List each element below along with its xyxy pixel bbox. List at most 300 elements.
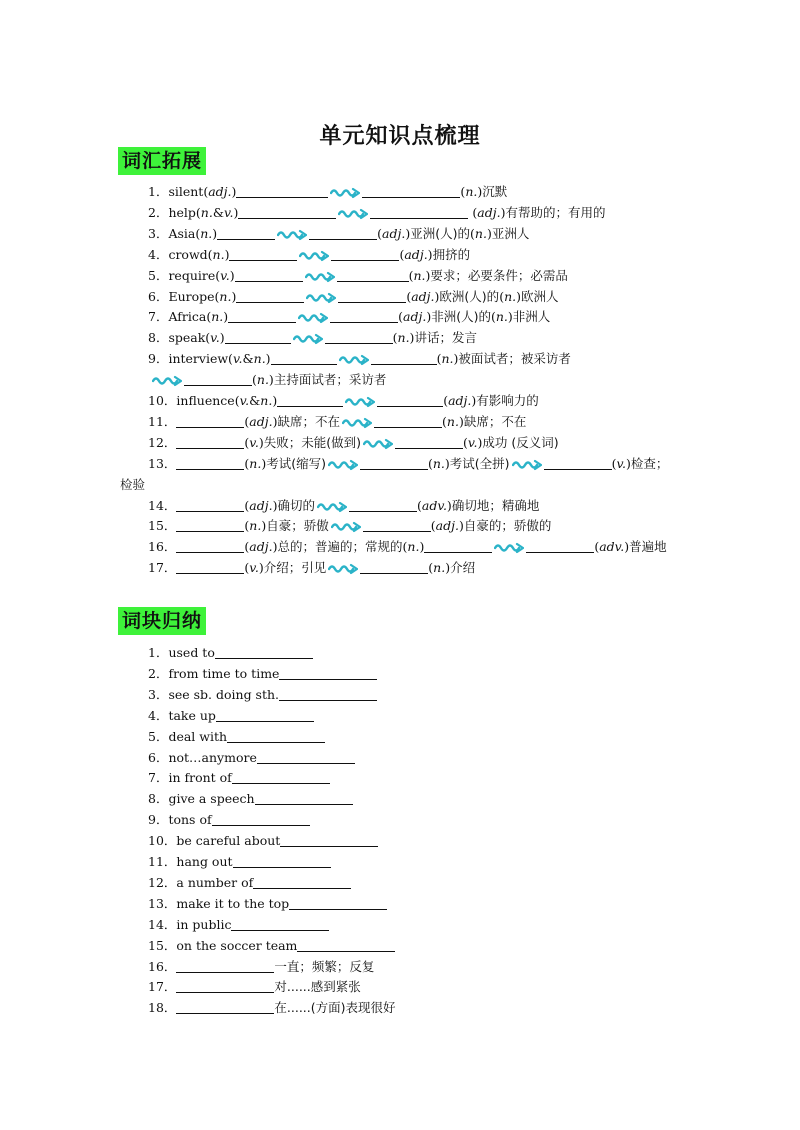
item-text: give a speech: [168, 791, 255, 807]
vocabulary-item: [148, 516, 551, 536]
item-text: a number of: [176, 874, 254, 890]
part-of-speech: v.: [220, 267, 230, 283]
item-number: 9．: [148, 812, 169, 828]
chunk-item: [148, 664, 377, 684]
answer-blank[interactable]: [309, 225, 377, 240]
item-text: interview(: [168, 351, 233, 367]
part-of-speech: n.: [212, 246, 225, 262]
part-of-speech: adj.: [435, 518, 459, 534]
item-text: (: [594, 539, 600, 555]
meaning-text: 要求；必要条件；必需品: [430, 267, 568, 283]
item-number: 14．: [148, 916, 177, 932]
item-text: (: [428, 560, 434, 576]
item-text: silent(: [168, 184, 209, 199]
item-number: 5．: [148, 267, 169, 283]
item-text: help(: [168, 204, 201, 220]
item-text: ): [212, 225, 218, 241]
item-number: 3．: [148, 686, 169, 702]
section-heading-chunks: 词块归纳: [118, 607, 206, 635]
item-text: in public: [176, 916, 232, 932]
part-of-speech: n.: [474, 225, 487, 241]
wave-arrow-icon: [305, 269, 335, 283]
part-of-speech: n.: [397, 330, 410, 346]
wave-arrow-icon: [328, 457, 358, 471]
item-text: (: [442, 413, 447, 429]
meaning-text: 检查；: [630, 455, 669, 471]
answer-blank[interactable]: [271, 350, 337, 365]
item-text: (: [406, 288, 412, 304]
item-text: (: [408, 267, 414, 283]
item-number: 12．: [148, 874, 177, 890]
meaning-text: 拥挤的: [432, 246, 471, 262]
item-number: 12．: [148, 434, 177, 450]
item-text: (: [244, 455, 250, 471]
part-of-speech: adj.: [448, 393, 472, 408]
item-number: 9．: [148, 351, 169, 367]
item-text: deal with: [168, 728, 228, 744]
item-text: ): [516, 288, 521, 304]
answer-blank[interactable]: [338, 288, 406, 303]
answer-blank[interactable]: [225, 329, 291, 344]
vocabulary-item: [148, 454, 668, 474]
meaning-text: 在......(方面)表现很好: [274, 1000, 396, 1016]
item-number: 10．: [148, 393, 177, 408]
part-of-speech: adj.: [208, 184, 232, 199]
chunk-item: [148, 831, 378, 851]
answer-blank[interactable]: [176, 455, 244, 470]
answer-blank[interactable]: [215, 644, 313, 659]
item-number: 13．: [148, 455, 177, 471]
item-text: ): [500, 204, 506, 220]
section-heading-vocabulary: 词汇拓展: [118, 147, 206, 175]
answer-blank[interactable]: [176, 559, 244, 574]
answer-blank[interactable]: [280, 832, 378, 847]
part-of-speech: n.: [211, 309, 224, 325]
wave-arrow-icon: [298, 310, 328, 324]
item-number: 17．: [148, 560, 177, 576]
answer-blank[interactable]: [184, 371, 252, 386]
part-of-speech: adj.: [403, 309, 427, 325]
part-of-speech: adj.: [411, 288, 435, 304]
answer-blank[interactable]: [233, 853, 331, 868]
item-text: (: [244, 434, 250, 450]
item-text: (: [490, 309, 496, 325]
answer-blank[interactable]: [235, 267, 303, 282]
part-of-speech: v.: [210, 330, 220, 346]
answer-blank[interactable]: [279, 686, 377, 701]
answer-blank[interactable]: [176, 999, 274, 1014]
wave-arrow-icon: [299, 248, 329, 262]
chunk-item: [148, 915, 329, 935]
part-of-speech: n.: [433, 560, 446, 576]
answer-blank[interactable]: [227, 728, 325, 743]
item-number: 5．: [148, 728, 169, 744]
vocabulary-item: [148, 224, 529, 244]
item-text: from time to time: [168, 665, 280, 681]
answer-blank[interactable]: [289, 895, 387, 910]
part-of-speech: n.: [219, 288, 232, 304]
item-text: (: [463, 434, 468, 450]
wave-arrow-icon: [338, 206, 368, 220]
answer-blank[interactable]: [363, 517, 431, 532]
answer-blank[interactable]: [231, 916, 329, 931]
item-text: (: [244, 560, 250, 576]
item-text: ): [458, 518, 464, 534]
item-number: 13．: [148, 895, 177, 911]
answer-blank[interactable]: [337, 267, 409, 282]
part-of-speech: n.: [253, 351, 266, 367]
wave-arrow-icon: [330, 185, 360, 199]
item-number: 1．: [148, 184, 169, 199]
item-text: ): [224, 246, 230, 262]
chunk-item: [148, 977, 361, 997]
part-of-speech: adj.: [404, 246, 428, 262]
wave-arrow-icon: [293, 331, 323, 345]
item-text: in front of: [168, 770, 232, 786]
item-text: ): [223, 309, 229, 325]
item-text: ): [434, 288, 440, 304]
item-text: used to: [168, 645, 215, 660]
answer-blank[interactable]: [176, 517, 244, 532]
part-of-speech: v.: [239, 393, 250, 408]
item-text: (: [392, 330, 398, 346]
meaning-text: 非洲人: [512, 309, 551, 325]
item-text: (: [244, 497, 250, 513]
vocabulary-item: [148, 287, 559, 307]
part-of-speech: adj.: [477, 204, 501, 220]
item-number: 4．: [148, 707, 169, 723]
answer-blank[interactable]: [424, 538, 492, 553]
item-number: 16．: [148, 539, 177, 555]
item-number: 8．: [148, 330, 169, 346]
meaning-text: 成功 (反义词): [482, 434, 559, 450]
item-text: (: [443, 393, 449, 408]
answer-blank[interactable]: [360, 455, 428, 470]
vocabulary-item: [148, 328, 477, 348]
answer-blank[interactable]: [176, 538, 244, 553]
item-number: 1．: [148, 645, 169, 660]
item-text: (: [244, 539, 250, 555]
answer-blank[interactable]: [236, 183, 328, 198]
chunk-item: [148, 748, 355, 768]
meaning-text: 被面试者；被采访者: [458, 351, 571, 367]
meaning-text: 一直；频繁；反复: [274, 958, 375, 974]
vocabulary-item: [148, 412, 526, 432]
page-title: 单元知识点梳理: [319, 123, 481, 149]
item-text: ): [272, 539, 278, 555]
item-text: ): [272, 413, 278, 429]
answer-blank[interactable]: [362, 183, 460, 198]
part-of-speech: n.: [260, 393, 273, 408]
item-text: Asia(: [168, 225, 201, 241]
item-number: 2．: [148, 665, 169, 681]
part-of-speech: n.: [407, 539, 420, 555]
meaning-text: 主持面试者；采访者: [273, 372, 387, 388]
item-text: (: [417, 497, 422, 513]
part-of-speech: adv.: [599, 539, 625, 555]
item-text: ): [427, 246, 433, 262]
item-number: 10．: [148, 833, 177, 849]
chunk-item: [148, 727, 325, 747]
wave-arrow-icon: [317, 499, 347, 513]
part-of-speech: n.: [256, 372, 269, 388]
vocabulary-item: [148, 496, 539, 516]
item-text: (: [244, 518, 250, 534]
answer-blank[interactable]: [176, 413, 244, 428]
answer-blank[interactable]: [176, 434, 244, 449]
meaning-text: 确切的: [277, 497, 316, 513]
item-text: ): [231, 288, 237, 304]
meaning-text: 检验: [120, 476, 146, 492]
wave-arrow-icon: [328, 561, 358, 575]
part-of-speech: n.: [200, 204, 213, 220]
vocabulary-item: [148, 245, 470, 265]
chunk-item: [148, 873, 351, 893]
answer-blank[interactable]: [330, 308, 398, 323]
answer-blank[interactable]: [544, 455, 612, 470]
item-text: Europe(: [168, 288, 220, 304]
answer-blank[interactable]: [279, 665, 377, 680]
item-text: hang out: [176, 854, 233, 869]
meaning-text: 考试(缩写): [266, 455, 326, 471]
meaning-text: 沉默: [482, 184, 508, 199]
item-text: speak(: [168, 330, 211, 346]
answer-blank[interactable]: [257, 749, 355, 764]
item-text: &: [249, 393, 261, 408]
meaning-text: 考试(全拼): [449, 455, 510, 471]
item-text: on the soccer team: [176, 937, 298, 953]
item-number: 11．: [148, 413, 177, 429]
item-text: (: [402, 539, 408, 555]
item-text: (: [436, 351, 442, 367]
answer-blank[interactable]: [236, 288, 304, 303]
answer-blank[interactable]: [253, 874, 351, 889]
vocabulary-item: [148, 266, 568, 286]
item-text: ): [453, 351, 459, 367]
wave-arrow-icon: [331, 519, 361, 533]
item-number: 6．: [148, 288, 169, 304]
answer-blank[interactable]: [360, 559, 428, 574]
vocabulary-item: [148, 433, 559, 453]
vocabulary-item: [148, 349, 571, 369]
item-text: (: [611, 455, 617, 471]
part-of-speech: v.: [249, 560, 259, 576]
chunk-item: [148, 998, 396, 1018]
chunk-item: [148, 685, 377, 705]
chunk-item: [148, 643, 313, 663]
part-of-speech: n.: [200, 225, 213, 241]
item-text: ): [446, 497, 452, 513]
item-text: ): [471, 393, 477, 408]
item-text: take up: [168, 707, 216, 723]
answer-blank[interactable]: [370, 204, 468, 219]
answer-blank[interactable]: [212, 811, 310, 826]
wave-arrow-icon: [306, 290, 336, 304]
meaning-text: 非洲(人)的: [431, 309, 491, 325]
item-text: ): [272, 393, 278, 408]
item-number: 16．: [148, 958, 177, 974]
item-text: (: [252, 372, 257, 388]
item-text: ): [445, 560, 451, 576]
meaning-text: 自豪的；骄傲的: [463, 518, 552, 534]
item-text: ): [626, 455, 631, 471]
meaning-text: 有帮助的；有用的: [505, 204, 606, 220]
item-text: (: [499, 288, 505, 304]
wave-arrow-icon: [277, 227, 307, 241]
answer-blank[interactable]: [216, 707, 314, 722]
meaning-text: 讲话；发言: [414, 330, 477, 346]
vocabulary-item: [150, 370, 386, 390]
item-text: ): [477, 434, 483, 450]
vocabulary-item: [148, 558, 475, 578]
part-of-speech: v.: [616, 455, 627, 471]
item-text: ): [265, 351, 271, 367]
item-number: 7．: [148, 309, 169, 325]
wave-arrow-icon: [342, 415, 372, 429]
part-of-speech: n.: [413, 267, 426, 283]
item-text: ): [419, 539, 425, 555]
meaning-text: 亚洲人: [491, 225, 530, 241]
item-text: &: [212, 204, 224, 220]
part-of-speech: adj.: [249, 497, 273, 513]
part-of-speech: v.: [223, 204, 234, 220]
wave-arrow-icon: [512, 457, 542, 471]
item-text: ): [426, 309, 432, 325]
answer-blank[interactable]: [331, 246, 399, 261]
meaning-text: 亚洲(人)的: [410, 225, 471, 241]
answer-blank[interactable]: [526, 538, 594, 553]
meaning-text: 缺席；不在: [463, 413, 527, 429]
part-of-speech: adj.: [249, 413, 273, 429]
answer-blank[interactable]: [228, 308, 296, 323]
meaning-text: 介绍: [450, 560, 476, 576]
item-text: (: [468, 204, 478, 220]
item-text: ): [507, 309, 513, 325]
item-text: (: [427, 455, 433, 471]
item-text: ): [486, 225, 492, 241]
answer-blank[interactable]: [229, 246, 297, 261]
answer-blank[interactable]: [176, 978, 274, 993]
chunk-item: [148, 936, 395, 956]
part-of-speech: n.: [504, 288, 517, 304]
item-text: ): [219, 330, 225, 346]
chunk-item: [148, 957, 374, 977]
item-text: (: [460, 184, 466, 199]
item-text: make it to the top: [176, 895, 290, 911]
item-number: 8．: [148, 791, 169, 807]
part-of-speech: adj.: [382, 225, 406, 241]
meaning-text: 自豪；骄傲: [266, 518, 329, 534]
item-text: (: [399, 246, 405, 262]
wave-arrow-icon: [339, 352, 369, 366]
item-number: 18．: [148, 1000, 177, 1016]
chunk-item: [148, 852, 331, 872]
answer-blank[interactable]: [176, 958, 274, 973]
meaning-text: 失败；未能(做到): [263, 434, 362, 450]
item-number: 3．: [148, 225, 169, 241]
answer-blank[interactable]: [255, 790, 353, 805]
part-of-speech: n.: [446, 413, 459, 429]
meaning-text: 普遍地: [629, 539, 667, 555]
item-text: (: [470, 225, 475, 241]
item-text: ): [258, 560, 264, 576]
answer-blank[interactable]: [297, 937, 395, 952]
item-text: ): [261, 455, 267, 471]
item-text: tons of: [168, 812, 212, 828]
part-of-speech: adj.: [249, 539, 273, 555]
item-text: ): [458, 413, 464, 429]
item-text: ): [272, 497, 278, 513]
meaning-text: 有影响力的: [476, 393, 539, 408]
chunk-item: [148, 810, 310, 830]
answer-blank[interactable]: [349, 497, 417, 512]
answer-blank[interactable]: [176, 497, 244, 512]
wave-arrow-icon: [152, 373, 182, 387]
item-number: 11．: [148, 854, 177, 869]
item-text: ): [409, 330, 415, 346]
item-text: ): [268, 372, 274, 388]
part-of-speech: v.: [249, 434, 259, 450]
vocabulary-item: [148, 307, 550, 327]
item-text: influence(: [176, 393, 240, 408]
meaning-text: 介绍；引见: [263, 560, 327, 576]
item-text: require(: [168, 267, 221, 283]
part-of-speech: v.: [467, 434, 478, 450]
item-text: (: [430, 518, 436, 534]
meaning-text: 缺席；不在: [277, 413, 341, 429]
item-number: 14．: [148, 497, 177, 513]
item-text: ): [624, 539, 630, 555]
answer-blank[interactable]: [377, 392, 443, 407]
item-text: not…anymore: [168, 749, 257, 765]
answer-blank[interactable]: [371, 350, 437, 365]
part-of-speech: n.: [441, 351, 454, 367]
answer-blank[interactable]: [395, 434, 463, 449]
meaning-text: 对......感到紧张: [274, 979, 361, 995]
item-text: ): [258, 434, 264, 450]
meaning-text: 欧洲(人)的: [439, 288, 500, 304]
answer-blank[interactable]: [238, 204, 336, 219]
answer-blank[interactable]: [232, 769, 330, 784]
meaning-text: 确切地；精确地: [451, 497, 540, 513]
item-number: 15．: [148, 518, 177, 534]
part-of-speech: n.: [495, 309, 508, 325]
item-number: 17．: [148, 979, 177, 995]
meaning-text: 欧洲人: [521, 288, 559, 304]
item-text: ): [231, 184, 237, 199]
vocabulary-item: [120, 475, 145, 495]
item-text: ): [425, 267, 431, 283]
answer-blank[interactable]: [325, 329, 393, 344]
item-text: see sb. doing sth.: [168, 686, 280, 702]
answer-blank[interactable]: [374, 413, 442, 428]
vocabulary-item: [148, 391, 539, 411]
chunk-item: [148, 789, 353, 809]
vocabulary-item: [148, 182, 507, 202]
part-of-speech: n.: [465, 184, 478, 199]
item-number: 7．: [148, 770, 169, 786]
item-text: (: [377, 225, 383, 241]
answer-blank[interactable]: [277, 392, 343, 407]
item-text: crowd(: [168, 246, 213, 262]
chunk-item: [148, 894, 387, 914]
answer-blank[interactable]: [217, 225, 275, 240]
item-text: be careful about: [176, 833, 281, 849]
part-of-speech: n.: [249, 518, 262, 534]
item-text: (: [244, 413, 250, 429]
item-number: 15．: [148, 937, 177, 953]
item-number: 6．: [148, 749, 169, 765]
